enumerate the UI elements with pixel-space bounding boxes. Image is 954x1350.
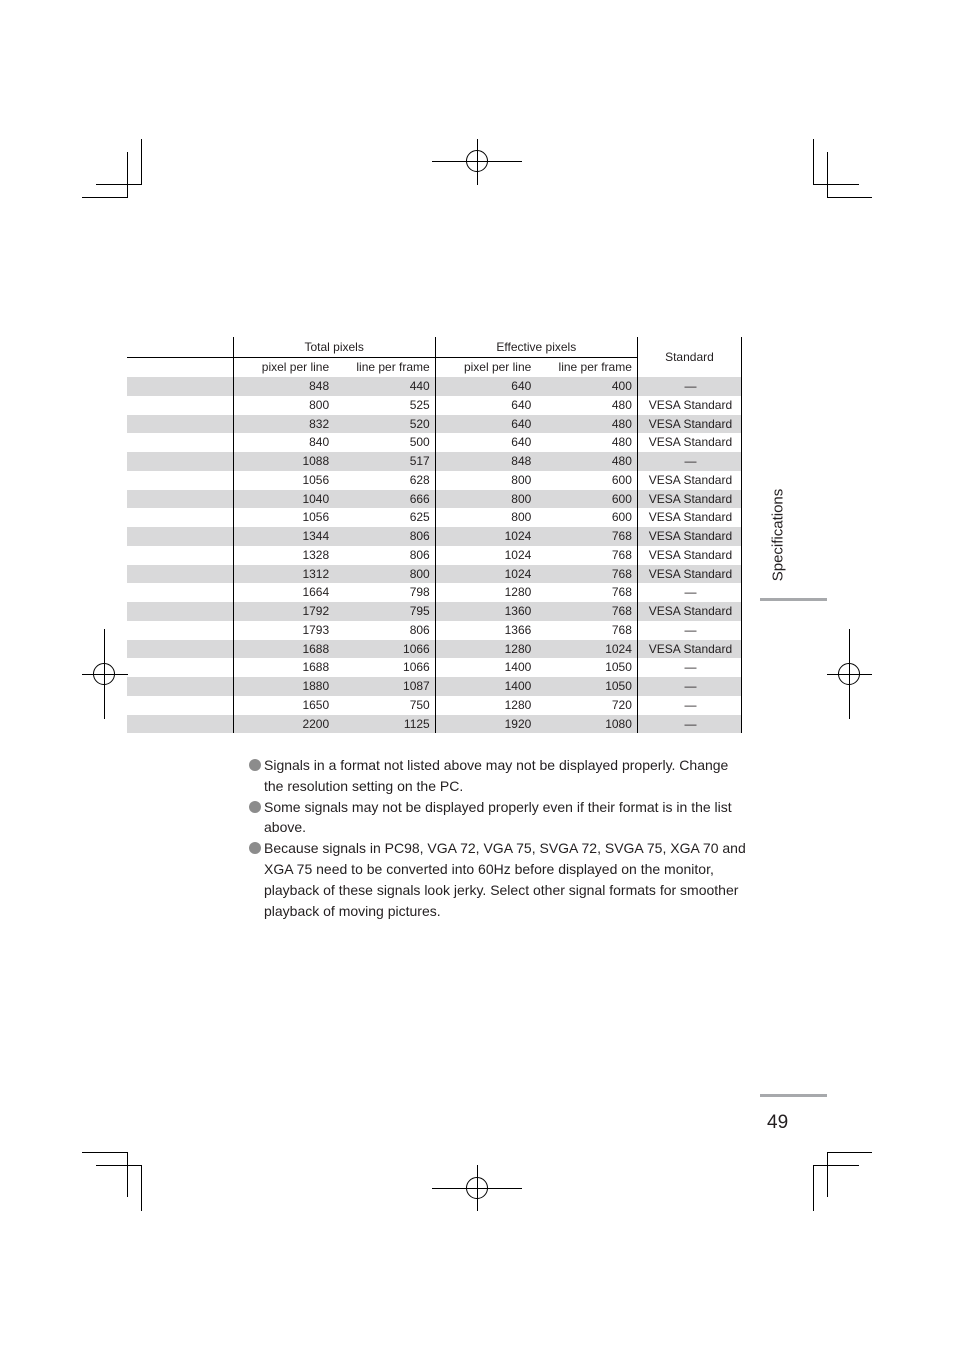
bullet-icon xyxy=(249,842,261,854)
effective-pixel-per-line-cell: 1400 xyxy=(435,677,536,696)
total-line-per-frame-cell: 628 xyxy=(409,472,430,487)
section-divider xyxy=(760,598,827,601)
signal-cell xyxy=(127,583,233,602)
effective-line-per-frame-cell: 600 xyxy=(611,472,632,487)
effective-pixel-per-line-cell: 848 xyxy=(435,452,536,471)
signal-cell xyxy=(127,377,233,396)
total-pixel-per-line-cell: 1056 xyxy=(233,508,334,527)
note-item xyxy=(249,797,749,839)
standard-cell: — xyxy=(637,621,741,640)
section-label-text: Specifications xyxy=(769,488,787,582)
standard-cell: — xyxy=(637,583,741,602)
table-row xyxy=(127,621,742,640)
total-line-per-frame-cell: 440 xyxy=(334,377,435,396)
total-pixel-per-line-cell: 1328 xyxy=(233,546,334,565)
standard-cell: — xyxy=(637,377,741,396)
note-text: Because signals in PC98, VGA 72, VGA 75, SVGA 72, SVGA 75, XGA 70 and XGA 75 need to be converted into 60Hz before displayed on the monitor, playback of these signals look jerky. Select other signal formats for smoother playback of moving pictures. xyxy=(264,840,746,919)
standard-cell: VESA Standard xyxy=(637,640,741,659)
total-pixel-per-line-header: pixel per line xyxy=(233,358,334,378)
signal-cell xyxy=(127,565,233,584)
signal-header-empty xyxy=(127,337,233,358)
signal-cell xyxy=(127,696,233,715)
total-pixel-per-line-cell: 1688 xyxy=(233,658,334,677)
standard-cell: VESA Standard xyxy=(637,602,741,621)
standard-cell: VESA Standard xyxy=(637,433,741,452)
effective-line-per-frame-cell: 768 xyxy=(536,602,637,621)
signal-cell xyxy=(127,396,233,415)
effective-line-per-frame-cell: 720 xyxy=(611,697,632,712)
note-item xyxy=(249,838,749,921)
total-pixel-per-line-cell: 1792 xyxy=(233,602,334,621)
table-row xyxy=(127,377,742,396)
signal-cell xyxy=(127,433,233,452)
total-line-per-frame-cell: 625 xyxy=(409,510,430,525)
effective-pixel-per-line-cell: 800 xyxy=(435,490,536,509)
total-pixel-per-line-cell: 1040 xyxy=(233,490,334,509)
page-number-divider xyxy=(760,1094,827,1097)
table-row xyxy=(127,452,742,471)
effective-pixel-per-line-cell: 1024 xyxy=(435,527,536,546)
table-row xyxy=(127,583,742,602)
table-row xyxy=(127,546,742,565)
total-pixel-per-line-cell: 1056 xyxy=(233,471,334,490)
effective-line-per-frame-cell: 768 xyxy=(536,527,637,546)
signal-cell xyxy=(127,602,233,621)
standard-cell: VESA Standard xyxy=(637,415,741,434)
total-pixel-per-line-cell: 1793 xyxy=(233,621,334,640)
note-item xyxy=(249,755,749,797)
table-row xyxy=(127,527,742,546)
table-row xyxy=(127,602,742,621)
bullet-icon xyxy=(249,759,261,771)
table-body xyxy=(127,377,742,733)
effective-line-per-frame-cell: 480 xyxy=(536,452,637,471)
total-pixels-header: Total pixels xyxy=(233,337,435,358)
signal-cell xyxy=(127,546,233,565)
effective-pixel-per-line-cell: 640 xyxy=(435,396,536,415)
signal-cell xyxy=(127,471,233,490)
table-row xyxy=(127,715,742,734)
total-line-per-frame-cell: 806 xyxy=(409,547,430,562)
table-row xyxy=(127,677,742,696)
signal-cell xyxy=(127,715,233,734)
total-pixel-per-line-cell: 1688 xyxy=(233,640,334,659)
effective-pixel-per-line-header: pixel per line xyxy=(435,358,536,378)
effective-pixel-per-line-cell: 640 xyxy=(435,433,536,452)
effective-pixel-per-line-cell: 1366 xyxy=(435,621,536,640)
total-pixel-per-line-cell: 832 xyxy=(233,415,334,434)
effective-line-per-frame-cell: 1024 xyxy=(536,640,637,659)
table-row xyxy=(127,508,742,527)
total-pixel-per-line-cell: 1650 xyxy=(233,696,334,715)
effective-line-per-frame-cell: 768 xyxy=(611,547,632,562)
total-line-per-frame-cell: 1087 xyxy=(334,677,435,696)
effective-pixel-per-line-cell: 640 xyxy=(435,377,536,396)
total-pixel-per-line-cell: 848 xyxy=(233,377,334,396)
table-row xyxy=(127,433,742,452)
total-line-per-frame-cell: 520 xyxy=(334,415,435,434)
total-line-per-frame-cell: 525 xyxy=(409,397,430,412)
total-pixel-per-line-cell: 1088 xyxy=(233,452,334,471)
standard-cell: VESA Standard xyxy=(637,471,741,490)
total-pixel-per-line-cell: 2200 xyxy=(233,715,334,734)
effective-pixel-per-line-cell: 800 xyxy=(435,471,536,490)
effective-pixel-per-line-cell: 1280 xyxy=(435,696,536,715)
effective-line-per-frame-cell: 768 xyxy=(536,565,637,584)
effective-pixel-per-line-cell: 800 xyxy=(435,508,536,527)
total-line-per-frame-header: line per frame xyxy=(356,360,430,374)
total-line-per-frame-cell: 500 xyxy=(409,435,430,450)
standard-cell: — xyxy=(637,452,741,471)
effective-pixel-per-line-cell: 1400 xyxy=(435,658,536,677)
effective-line-per-frame-cell: 480 xyxy=(536,415,637,434)
total-line-per-frame-cell: 806 xyxy=(409,622,430,637)
standard-cell: — xyxy=(637,696,741,715)
effective-pixel-per-line-cell: 1024 xyxy=(435,565,536,584)
total-line-per-frame-cell: 1125 xyxy=(334,715,435,734)
total-line-per-frame-cell: 666 xyxy=(334,490,435,509)
standard-cell: — xyxy=(637,658,741,677)
table-row xyxy=(127,658,742,677)
total-line-per-frame-cell: 800 xyxy=(334,565,435,584)
signal-cell xyxy=(127,490,233,509)
standard-cell: — xyxy=(637,677,741,696)
total-line-per-frame-cell: 806 xyxy=(334,527,435,546)
note-text: Signals in a format not listed above may not be displayed properly. Change the resolution setting on the PC. xyxy=(264,757,729,794)
total-pixel-per-line-cell: 1312 xyxy=(233,565,334,584)
effective-line-per-frame-cell: 1080 xyxy=(536,715,637,734)
table-row xyxy=(127,640,742,659)
effective-pixel-per-line-cell: 640 xyxy=(435,415,536,434)
effective-pixel-per-line-cell: 1280 xyxy=(435,640,536,659)
bullet-icon xyxy=(249,801,261,813)
signal-cell xyxy=(127,508,233,527)
standard-cell: VESA Standard xyxy=(637,490,741,509)
total-pixel-per-line-cell: 800 xyxy=(233,396,334,415)
total-pixel-per-line-cell: 1664 xyxy=(233,583,334,602)
effective-pixel-per-line-cell: 1360 xyxy=(435,602,536,621)
table-row xyxy=(127,490,742,509)
table-row xyxy=(127,565,742,584)
notes-list xyxy=(249,755,749,921)
total-line-per-frame-cell: 795 xyxy=(334,602,435,621)
effective-line-per-frame-cell: 1050 xyxy=(605,660,632,675)
effective-line-per-frame-cell: 480 xyxy=(611,435,632,450)
total-line-per-frame-cell: 517 xyxy=(334,452,435,471)
standard-cell: VESA Standard xyxy=(637,546,741,565)
table-row xyxy=(127,696,742,715)
signal-cell xyxy=(127,640,233,659)
total-line-per-frame-cell: 798 xyxy=(409,585,430,600)
effective-line-per-frame-cell: 1050 xyxy=(536,677,637,696)
total-line-per-frame-cell: 1066 xyxy=(334,640,435,659)
total-pixel-per-line-cell: 1344 xyxy=(233,527,334,546)
effective-line-per-frame-cell: 600 xyxy=(536,490,637,509)
effective-pixel-per-line-cell: 1280 xyxy=(435,583,536,602)
total-line-per-frame-cell: 1066 xyxy=(403,660,430,675)
standard-cell: VESA Standard xyxy=(637,527,741,546)
signal-cell xyxy=(127,658,233,677)
effective-line-per-frame-header: line per frame xyxy=(558,360,632,374)
page-number: 49 xyxy=(767,1112,789,1133)
total-line-per-frame-cell: 750 xyxy=(409,697,430,712)
table-row xyxy=(127,415,742,434)
standard-cell: VESA Standard xyxy=(637,396,741,415)
total-pixel-per-line-cell: 1880 xyxy=(233,677,334,696)
standard-cell: — xyxy=(637,715,741,734)
effective-line-per-frame-cell: 768 xyxy=(611,622,632,637)
signal-cell xyxy=(127,677,233,696)
effective-line-per-frame-cell: 480 xyxy=(611,397,632,412)
effective-line-per-frame-cell: 768 xyxy=(611,585,632,600)
signal-cell xyxy=(127,621,233,640)
signal-spec-table xyxy=(127,337,742,733)
section-side-label xyxy=(760,480,796,590)
standard-header: Standard xyxy=(637,337,741,377)
effective-pixel-per-line-cell: 1024 xyxy=(435,546,536,565)
standard-cell: VESA Standard xyxy=(637,508,741,527)
table-row xyxy=(127,396,742,415)
effective-pixels-header: Effective pixels xyxy=(435,337,637,358)
effective-pixel-per-line-cell: 1920 xyxy=(435,715,536,734)
effective-line-per-frame-cell: 600 xyxy=(611,510,632,525)
effective-line-per-frame-cell: 400 xyxy=(536,377,637,396)
signal-cell xyxy=(127,452,233,471)
signal-cell xyxy=(127,527,233,546)
total-pixel-per-line-cell: 840 xyxy=(233,433,334,452)
signal-cell xyxy=(127,415,233,434)
table-row xyxy=(127,471,742,490)
signal-subheader-empty xyxy=(127,358,233,378)
standard-cell: VESA Standard xyxy=(637,565,741,584)
note-text: Some signals may not be displayed properly even if their format is in the list above. xyxy=(264,798,732,836)
